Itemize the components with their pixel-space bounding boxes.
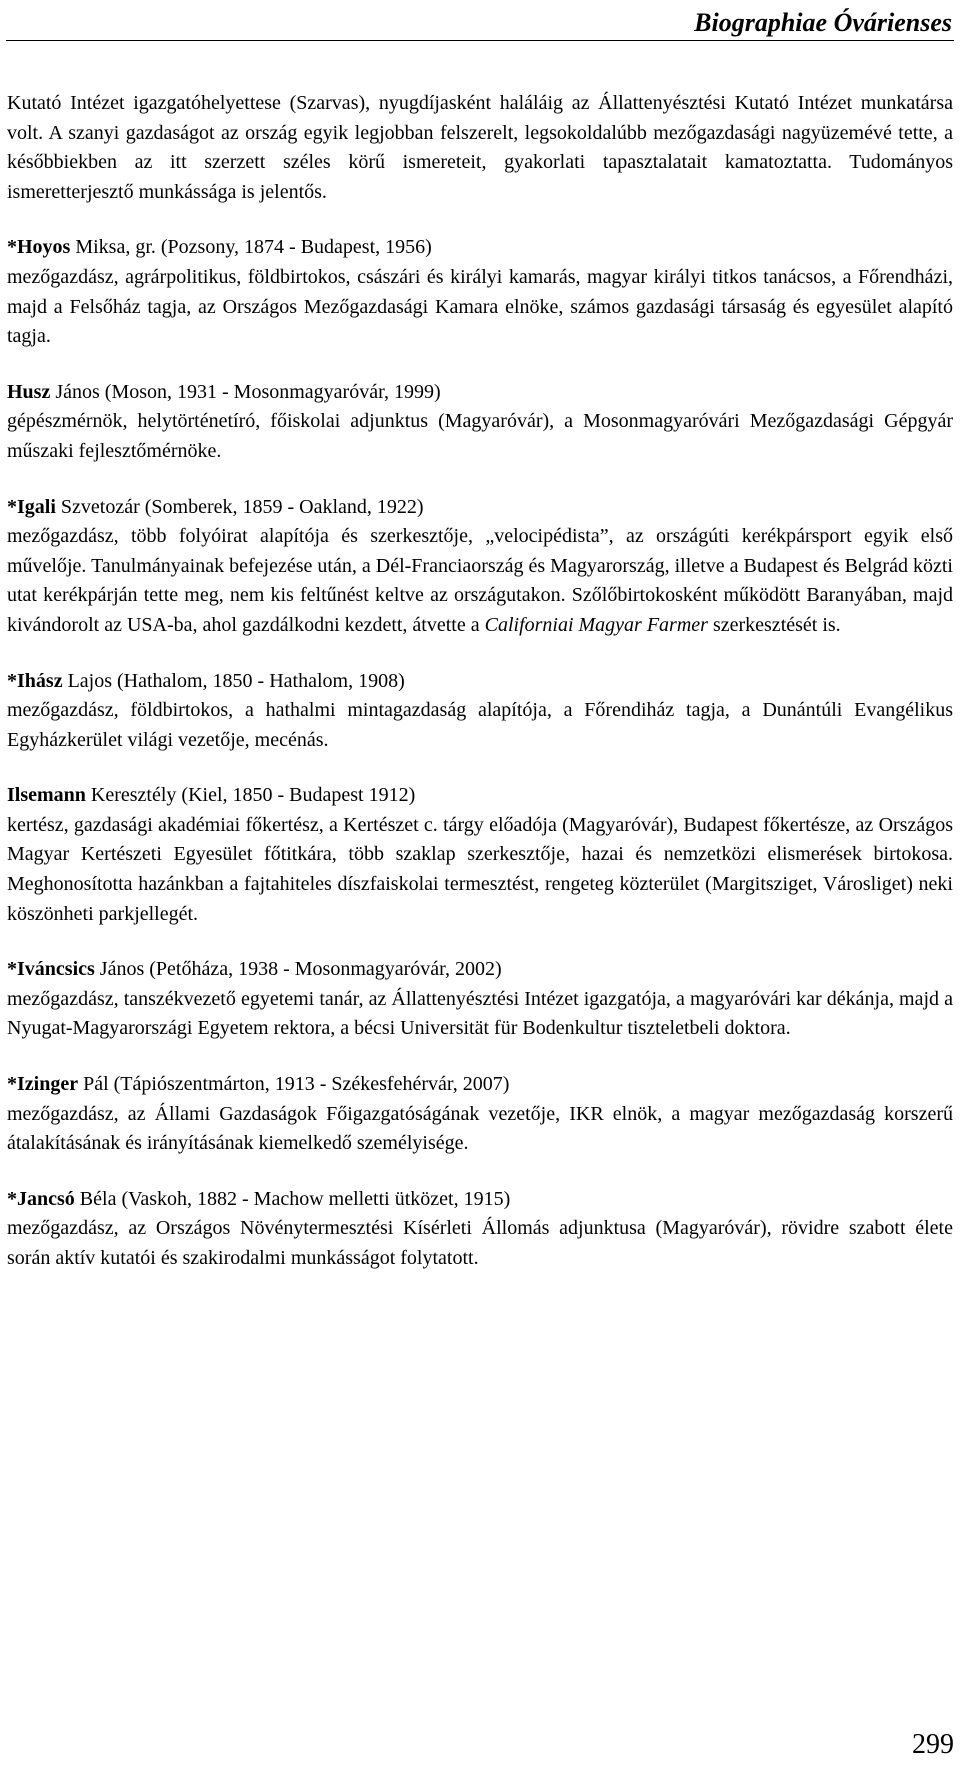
entry-ivancsics [7, 955, 953, 1044]
entry-text: mezőgazdász, agrárpolitikus, földbirtokos, császári és királyi kamarás, magyar királyi titkos tanácsos, a Főrendházi, majd a Felsőház tagja, az Országos Mezőgazdasági Kamara elnöke, számos gazdasági társaság és egyesület alapító tagja. [7, 265, 953, 348]
entry-heading [7, 1070, 953, 1100]
entry-surname: Husz [7, 380, 51, 403]
page-body [7, 89, 953, 1300]
entry-text-italic: Californiai Magyar Farmer [484, 613, 708, 636]
page-number: 299 [912, 1729, 954, 1760]
entry-heading [7, 1185, 953, 1215]
entry-text: mezőgazdász, földbirtokos, a hathalmi mintagazdaság alapítója, a Főrendiház tagja, a Dunántúli Evangélikus Egyházkerület világi vezetője, mecénás. [7, 699, 953, 751]
entry-details: János (Moson, 1931 - Mosonmagyaróvár, 1999) [50, 380, 441, 403]
entry-heading [7, 781, 953, 811]
entry-ihasz [7, 667, 953, 756]
entry-heading [7, 493, 953, 523]
entry-ilsemann [7, 781, 953, 929]
entry-surname: Ilsemann [7, 784, 86, 807]
entry-surname: *Izinger [7, 1073, 79, 1096]
entry-husz [7, 378, 953, 467]
entry-details: Keresztély (Kiel, 1850 - Budapest 1912) [85, 784, 416, 807]
entry-hoyos [7, 233, 953, 351]
entry-details: Miksa, gr. (Pozsony, 1874 - Budapest, 1956) [70, 236, 432, 259]
running-header [0, 0, 960, 44]
entry-details: Lajos (Hathalom, 1850 - Hathalom, 1908) [62, 669, 405, 692]
entry-igali [7, 493, 953, 641]
entry-heading [7, 378, 953, 408]
running-header-title: Biographiae Óvárienses [694, 8, 952, 37]
header-rule [6, 40, 954, 41]
entry-text: kertész, gazdasági akadémiai főkertész, a Kertészet c. tárgy előadója (Magyaróvár), Budapest főkertésze, az Országos Magyar Kertészeti Egyesület főtitkára, több szaklap szerkesztője, hazai és nemzetközi elismerések birtokosa. Meghonosította hazánkban a fajtahiteles díszfaiskolai termesztést, rengeteg közterület (Margitsziget, Városliget) neki köszönheti parkjellegét. [7, 813, 953, 925]
entry-details: Pál (Tápiószentmárton, 1913 - Székesfehérvár, 2007) [78, 1073, 510, 1096]
entry-details: Szvetozár (Somberek, 1859 - Oakland, 1922) [55, 495, 424, 518]
entry-details: János (Petőháza, 1938 - Mosonmagyaróvár, 2002) [94, 958, 502, 981]
entry-text: mezőgazdász, az Állami Gazdaságok Főigazgatóságának vezetője, IKR elnök, a magyar mezőgazdaság korszerű átalakításának és irányításának kiemelkedő személyisége. [7, 1102, 953, 1155]
entry-heading [7, 955, 953, 985]
entry-heading [7, 667, 953, 697]
entry-text: mezőgazdász, az Országos Növénytermesztési Kísérleti Állomás adjunktusa (Magyaróvár), rövidre szabott élete során aktív kutatói és szakirodalmi munkásságot folytatott. [7, 1217, 953, 1269]
entry-jancso [7, 1185, 953, 1274]
entry-surname: *Hoyos [7, 236, 71, 259]
entry-heading [7, 233, 953, 263]
entry-text-end: szerkesztését is. [707, 613, 841, 636]
entry-surname: *Iváncsics [7, 958, 95, 981]
entry-surname: *Jancsó [7, 1187, 75, 1210]
entry-text: gépészmérnök, helytörténetíró, főiskolai adjunktus (Magyaróvár), a Mosonmagyaróvári Mezőgazdasági Gépgyár műszaki fejlesztőmérnöke. [7, 410, 953, 462]
entry-surname: *Ihász [7, 669, 63, 692]
entry-text: mezőgazdász, több folyóirat alapítója és szerkesztője, „velocipédista”, az országúti kerékpársport egyik első művelője. Tanulmányainak befejezése után, a Dél-Franciaország és Magyarország, illetve a Budapest és Belgrád közti utat kerékpárján tette meg, nem kis feltűnést keltve az országutakon. Szőlőbirtokosként működött Baranyában, majd kivándorolt az USA-ba, ahol gazdálkodni kezdett, átvette a [7, 525, 953, 636]
entry-surname: *Igali [7, 495, 56, 518]
entry-izinger [7, 1070, 953, 1159]
intro-paragraph: Kutató Intézet igazgatóhelyettese (Szarvas), nyugdíjasként haláláig az Állattenyésztési Kutató Intézet munkatársa volt. A szanyi gazdaságot az ország egyik legjobban felszerelt, legsokoldalúbb mezőgazdasági nagyüzemévé tette, a későbbiekben az itt szerzett széles körű ismereteit, gyakorlati tapasztalatait kamatoztatta. Tudományos ismeretterjesztő munkássága is jelentős. [7, 92, 953, 203]
entry-text: mezőgazdász, tanszékvezető egyetemi tanár, az Állattenyésztési Intézet igazgatója, a magyaróvári kar dékánja, majd a Nyugat-Magyarországi Egyetem rektora, a bécsi Universität für Bodenkultur tiszteletbeli doktora. [7, 987, 953, 1040]
entry-details: Béla (Vaskoh, 1882 - Machow melletti ütközet, 1915) [74, 1187, 511, 1210]
